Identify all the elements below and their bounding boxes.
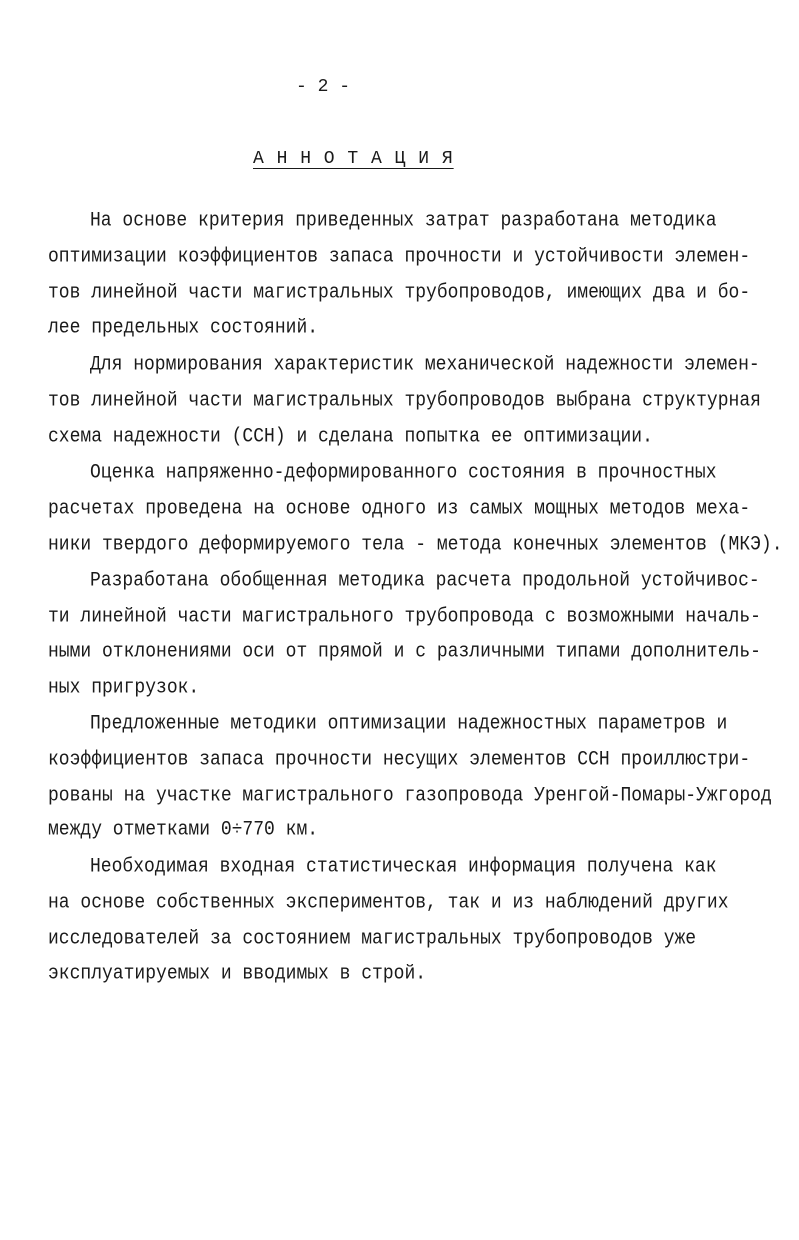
paragraph-4-line: ти линейной части магистрального трубопровода с возможными началь- (48, 605, 761, 629)
paragraph-5-line: между отметками 0÷770 км. (48, 818, 319, 842)
paragraph-2-line: Для нормирования характеристик механической надежности элемен- (90, 353, 760, 377)
paragraph-2-line: тов линейной части магистральных трубопроводов выбрана структурная (48, 389, 761, 413)
paragraph-6-line: на основе собственных экспериментов, так и из наблюдений других (48, 891, 729, 915)
paragraph-1-line: тов линейной части магистральных трубопроводов, имеющих два и бо- (48, 281, 751, 305)
paragraph-6-line: эксплуатируемых и вводимых в строй. (48, 962, 427, 986)
paragraph-1-line: На основе критерия приведенных затрат разработана методика (90, 209, 717, 233)
paragraph-6-line: Необходимая входная статистическая информация получена как (90, 855, 717, 879)
paragraph-4-line: ными отклонениями оси от прямой и с различными типами дополнитель- (48, 640, 761, 664)
page-number: - 2 - (296, 77, 351, 97)
paragraph-5-line: Предложенные методики оптимизации надежностных параметров и (90, 712, 728, 736)
paragraph-4-line: Разработана обобщенная методика расчета продольной устойчивос- (90, 569, 760, 593)
paragraph-6-line: исследователей за состоянием магистральных трубопроводов уже (48, 927, 697, 951)
paragraph-3-line: ники твердого деформируемого тела - метода конечных элементов (МКЭ). (48, 533, 783, 557)
paragraph-1-line: оптимизации коэффициентов запаса прочности и устойчивости элемен- (48, 245, 751, 269)
paragraph-1-line: лее предельных состояний. (48, 316, 319, 340)
paragraph-5-line: коэффициентов запаса прочности несущих элементов ССН проиллюстри- (48, 748, 751, 772)
page-title: А Н Н О Т А Ц И Я (253, 149, 454, 169)
paragraph-4-line: ных пригрузок. (48, 676, 200, 700)
paragraph-5-line: рованы на участке магистрального газопровода Уренгой-Помары-Ужгород (48, 784, 772, 808)
paragraph-3-line: расчетах проведена на основе одного из самых мощных методов меха- (48, 497, 751, 521)
paragraph-3-line: Оценка напряженно-деформированного состояния в прочностных (90, 461, 717, 485)
paragraph-2-line: схема надежности (ССН) и сделана попытка ее оптимизации. (48, 425, 653, 449)
